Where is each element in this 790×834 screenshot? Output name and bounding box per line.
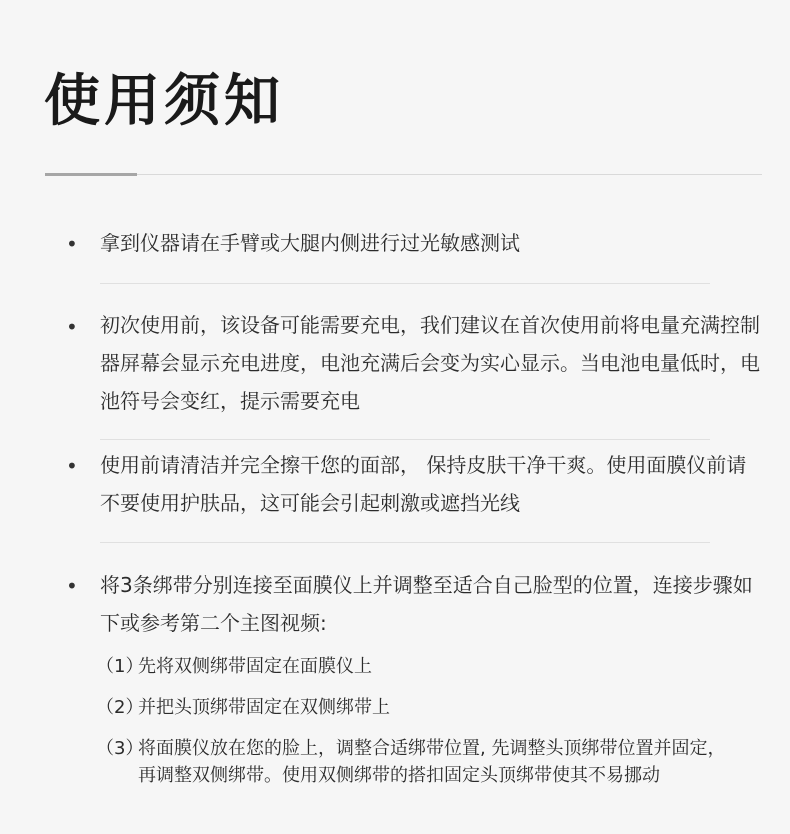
step-number: （1） xyxy=(96,656,144,677)
notice-item-2: 初次使用前，该设备可能需要充电，我们建议在首次使用前将电量充满控制器屏幕会显示充电进度，电池充满后会变为实心显示。当电池电量低时，电池符号会变红，提示需要充电 xyxy=(100,313,760,413)
step-text: 先将双侧绑带固定在面膜仪上 xyxy=(138,656,372,677)
notice-item-1: 拿到仪器请在手臂或大腿内侧进行过光敏感测试 xyxy=(100,231,520,255)
bullet-marker: • xyxy=(66,574,78,598)
step-2 xyxy=(96,694,390,721)
step-number: （3） xyxy=(96,738,144,759)
page-title: 使用须知 xyxy=(44,69,284,134)
item-divider xyxy=(100,283,710,284)
step-text: 并把头顶绑带固定在双侧绑带上 xyxy=(138,697,390,718)
title-divider-accent xyxy=(45,173,137,176)
item-divider xyxy=(100,542,710,543)
title-divider xyxy=(45,174,762,175)
item-divider xyxy=(100,439,710,440)
notice-item-4: 将3条绑带分别连接至面膜仪上并调整至适合自己脸型的位置，连接步骤如下或参考第二个主图视频: xyxy=(100,573,753,635)
step-text: 将面膜仪放在您的脸上，调整合适绑带位置, 先调整头顶绑带位置并固定，再调整双侧绑带。使用双侧绑带的搭扣固定头顶绑带使其不易挪动 xyxy=(138,738,726,786)
step-3 xyxy=(96,735,726,786)
bullet-marker: • xyxy=(66,315,78,339)
bullet-marker: • xyxy=(66,232,78,256)
step-number: （2） xyxy=(96,697,144,718)
notice-item-3: 使用前请清洁并完全擦干您的面部， 保持皮肤干净干爽。使用面膜仪前请不要使用护肤品，这可能会引起刺激或遮挡光线 xyxy=(100,453,747,515)
step-1 xyxy=(96,653,372,680)
bullet-marker: • xyxy=(66,454,78,478)
